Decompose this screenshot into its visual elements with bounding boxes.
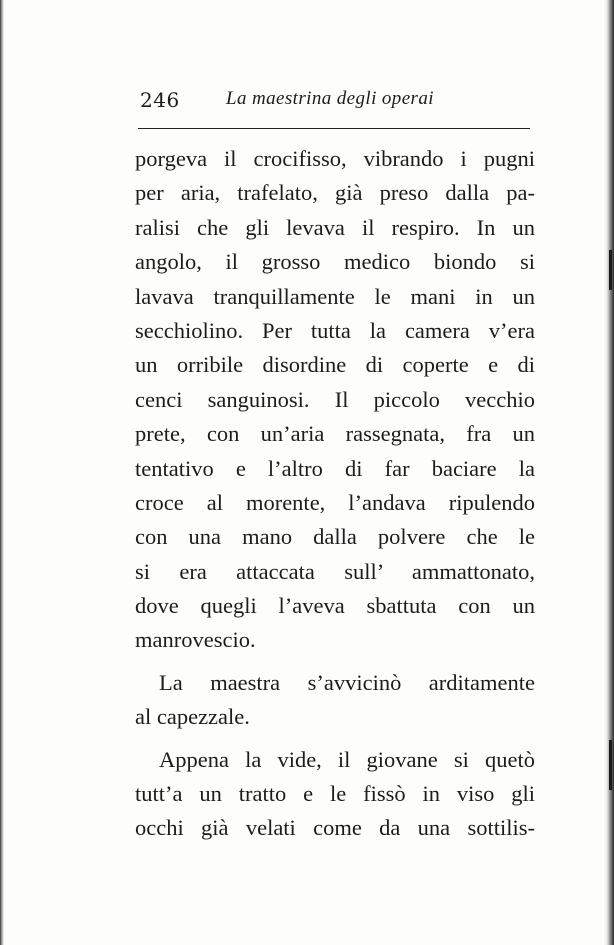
- text-line: si era attaccata sull’ ammattonato,: [135, 558, 535, 584]
- text-line: porgeva il crocifisso, vibrando i pugni: [135, 146, 535, 171]
- binding-shadow-mark: [609, 740, 612, 790]
- page-right-edge: [604, 0, 614, 945]
- text-line: manrovescio.: [135, 627, 256, 653]
- text-line: Appena la vide, il giovane si quetò: [159, 746, 535, 772]
- text-line: al capezzale.: [135, 704, 250, 730]
- body-text: [135, 142, 535, 846]
- paragraph: [135, 743, 535, 846]
- text-line: croce al morente, l’andava ripulendo: [135, 489, 535, 515]
- page-left-edge: [0, 0, 4, 945]
- text-line: secchiolino. Per tutta la camera v’era: [135, 317, 535, 343]
- binding-shadow-mark: [609, 250, 612, 290]
- text-line: tutt’a un tratto e le fissò in viso gli: [135, 781, 535, 807]
- paragraph: [135, 142, 535, 658]
- text-line: occhi già velati come da una sottilis-: [135, 815, 535, 841]
- text-line: un orribile disordine di coperte e di: [135, 352, 535, 378]
- text-line: ralisi che gli levava il respiro. In un: [135, 214, 535, 240]
- paragraph: [135, 666, 535, 735]
- text-line: tentativo e l’altro di far baciare la: [135, 455, 535, 481]
- text-line: cenci sanguinosi. Il piccolo vecchio: [135, 386, 535, 412]
- text-line: angolo, il grosso medico biondo si: [135, 249, 535, 275]
- text-line: La maestra s’avvicinò arditamente: [159, 669, 535, 695]
- text-line: dove quegli l’aveva sbattuta con un: [135, 593, 535, 619]
- running-head: [140, 88, 530, 116]
- text-line: con una mano dalla polvere che le: [135, 524, 535, 550]
- text-line: per aria, trafelato, già preso dalla pa-: [135, 180, 535, 206]
- page-number: 246: [140, 88, 180, 112]
- book-title: La maestrina degli operai: [226, 88, 434, 109]
- text-line: prete, con un’aria rassegnata, fra un: [135, 421, 535, 447]
- text-line: lavava tranquillamente le mani in un: [135, 283, 535, 309]
- header-rule: [138, 128, 530, 129]
